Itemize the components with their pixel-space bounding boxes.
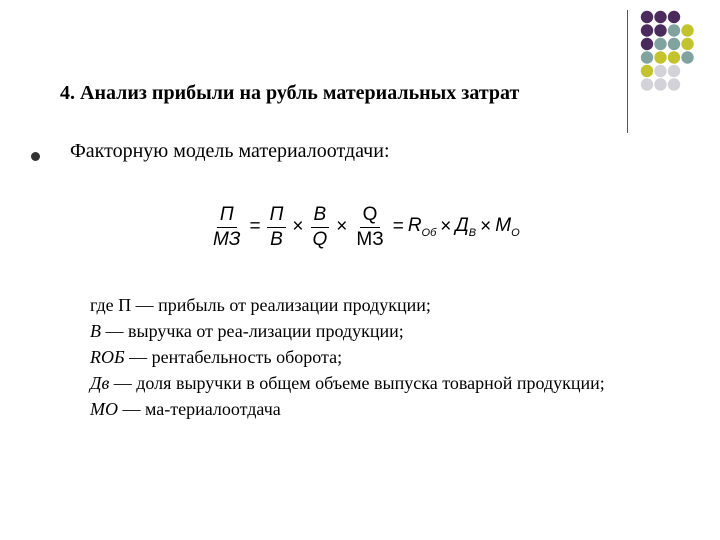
decorative-dot: [641, 78, 653, 90]
definitions-list: [90, 292, 605, 422]
factor-subscript: В: [468, 226, 477, 239]
factor-symbol: R: [407, 215, 422, 237]
decorative-dot: [681, 38, 693, 50]
factor-symbol: M: [495, 215, 512, 237]
definition-line: [90, 318, 605, 344]
fraction-numerator: Q: [360, 203, 381, 228]
times-sign: ×: [336, 216, 348, 237]
definition-text: — выручка от реа-лизации продукции;: [101, 321, 404, 341]
fraction-revenue-output: [310, 203, 331, 252]
vertical-divider: [627, 10, 628, 133]
definition-text: — рентабельность оборота;: [124, 347, 343, 367]
decorative-dot: [668, 51, 680, 63]
decorative-dot: [641, 51, 653, 63]
decorative-dot: [654, 51, 666, 63]
definition-symbol: RОБ: [90, 347, 125, 367]
decorative-dot: [681, 24, 693, 36]
factor-turnover-profitability: [408, 215, 436, 239]
fraction-denominator: В: [270, 228, 283, 250]
decorative-dot: [641, 11, 653, 23]
fraction-numerator: П: [217, 203, 237, 228]
bullet-icon: [31, 152, 40, 161]
fraction-output-materials: [353, 203, 386, 252]
decorative-dot: [654, 24, 666, 36]
definition-line: [90, 396, 605, 422]
factor-subscript: O: [511, 226, 520, 239]
times-sign: ×: [440, 216, 452, 237]
fraction-lhs: [210, 203, 244, 252]
factor-material-return: [495, 215, 519, 239]
definition-line: [90, 370, 605, 396]
definition-text: где П — прибыль от реализации продукции;: [90, 295, 431, 315]
decorative-dot-grid: [0, 0, 720, 140]
times-sign: ×: [292, 216, 304, 237]
decorative-dot: [668, 78, 680, 90]
decorative-dot: [668, 24, 680, 36]
decorative-dot: [668, 65, 680, 77]
factor-subscript: Об: [421, 226, 437, 239]
definition-symbol: МО: [90, 399, 118, 419]
fraction-denominator: МЗ: [213, 228, 241, 250]
equals-sign: =: [392, 216, 404, 237]
definition-symbol: Дв: [90, 373, 110, 393]
times-sign: ×: [480, 216, 492, 237]
decorative-dot: [668, 11, 680, 23]
decorative-dot: [641, 38, 653, 50]
decorative-dot: [641, 65, 653, 77]
fraction-numerator: П: [267, 203, 287, 228]
definition-line: [90, 344, 605, 370]
decorative-dot: [681, 51, 693, 63]
factor-symbol: Д: [455, 215, 469, 237]
definition-text: — доля выручки в общем объеме выпуска товарной продукции;: [109, 373, 605, 393]
definition-symbol: В: [90, 321, 101, 341]
bullet-text: Факторную модель материалоотдачи:: [70, 140, 390, 162]
factor-formula: [208, 200, 520, 254]
decorative-dot: [654, 78, 666, 90]
slide-title: 4. Анализ прибыли на рубль материальных затрат: [60, 82, 520, 104]
factor-revenue-share: [455, 215, 476, 239]
decorative-dot: [654, 11, 666, 23]
fraction-profit-revenue: [267, 203, 287, 252]
decorative-dot: [641, 24, 653, 36]
decorative-dot: [668, 38, 680, 50]
decorative-dot: [654, 65, 666, 77]
fraction-denominator: МЗ: [356, 228, 384, 250]
equals-sign: =: [249, 216, 261, 237]
fraction-numerator: В: [311, 203, 330, 228]
definition-line: [90, 292, 605, 318]
fraction-denominator: Q: [312, 228, 328, 250]
decorative-dot: [654, 38, 666, 50]
definition-text: — ма-териалоотдача: [118, 399, 281, 419]
